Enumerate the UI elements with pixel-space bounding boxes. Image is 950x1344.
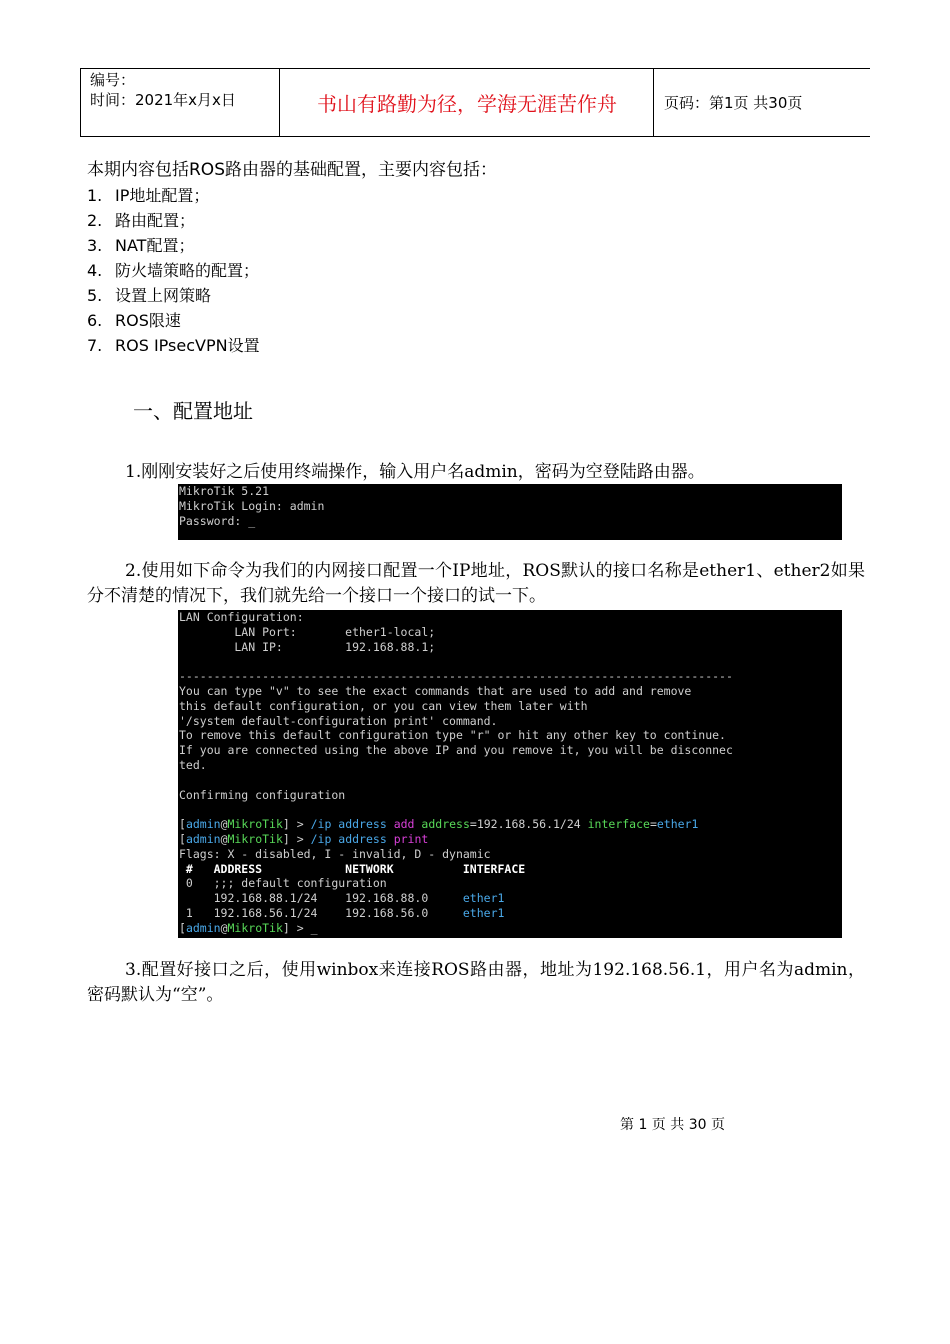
list-item: 5. 设置上网策略 bbox=[87, 286, 212, 305]
intro-text: 本期内容包括ROS路由器的基础配置，主要内容包括： bbox=[87, 160, 497, 180]
motto: 书山有路勤为径，学海无涯苦作舟 bbox=[317, 92, 617, 116]
page-footer: 第 1 页 共 30 页 bbox=[620, 1117, 725, 1133]
time-label: 时间：2021年x月x日 bbox=[90, 91, 236, 109]
header-meta-cell bbox=[80, 69, 280, 136]
list-item: 1. IP地址配置； bbox=[87, 186, 210, 205]
number-label: 编号： bbox=[90, 71, 136, 89]
list-item: 3. NAT配置； bbox=[87, 236, 195, 255]
list-item: 7. ROS IPsecVPN设置 bbox=[87, 336, 260, 355]
list-item: 4. 防火墙策略的配置； bbox=[87, 261, 260, 280]
paragraph-2: 2.使用如下命令为我们的内网接口配置一个IP地址，ROS默认的接口名称是ether1、ether2如果分不清楚的情况下，我们就先给一个接口一个接口的试一下。 bbox=[87, 561, 865, 606]
paragraph-1: 1.刚刚安装好之后使用终端操作，输入用户名admin，密码为空登陆路由器。 bbox=[125, 462, 705, 482]
section-title: 一、配置地址 bbox=[133, 399, 253, 423]
header-table bbox=[80, 68, 870, 137]
page-label: 页码：第1页 共30页 bbox=[653, 69, 870, 136]
list-item: 6. ROS限速 bbox=[87, 311, 181, 330]
toc-list bbox=[87, 183, 260, 358]
paragraph-3: 3.配置好接口之后，使用winbox来连接ROS路由器，地址为192.168.56.1，用户名为admin，密码默认为“空”。 bbox=[87, 960, 865, 1005]
terminal-login: MikroTik 5.21 MikroTik Login: admin Password: _ bbox=[178, 484, 842, 540]
terminal-config: LAN Configuration: LAN Port: ether1-local; LAN IP: 192.168.88.1; -------------------------------------------------------------------------------- You can type "v" to see the exact commands that are used to add and remove this default configuration, or you can view them later with '/system default-configuration print' command. To remove this default configuration type "r" or hit any other key to continue. If you are connected using the above IP and you remove it, you will be disconnec ted. Confirming configuration [admin@MikroTik] > /ip address add address=192.168.56.1/24 interface=ether1 [admin@MikroTik] > /ip address print Flags: X - disabled, I - invalid, D - dynamic # ADDRESS NETWORK INTERFACE 0 ;;; default configuration 192.168.88.1/24 192.168.88.0 ether1 1 192.168.56.1/24 192.168.56.0 ether1 [admin@MikroTik] > _ bbox=[178, 610, 842, 938]
list-item: 2. 路由配置； bbox=[87, 211, 196, 230]
